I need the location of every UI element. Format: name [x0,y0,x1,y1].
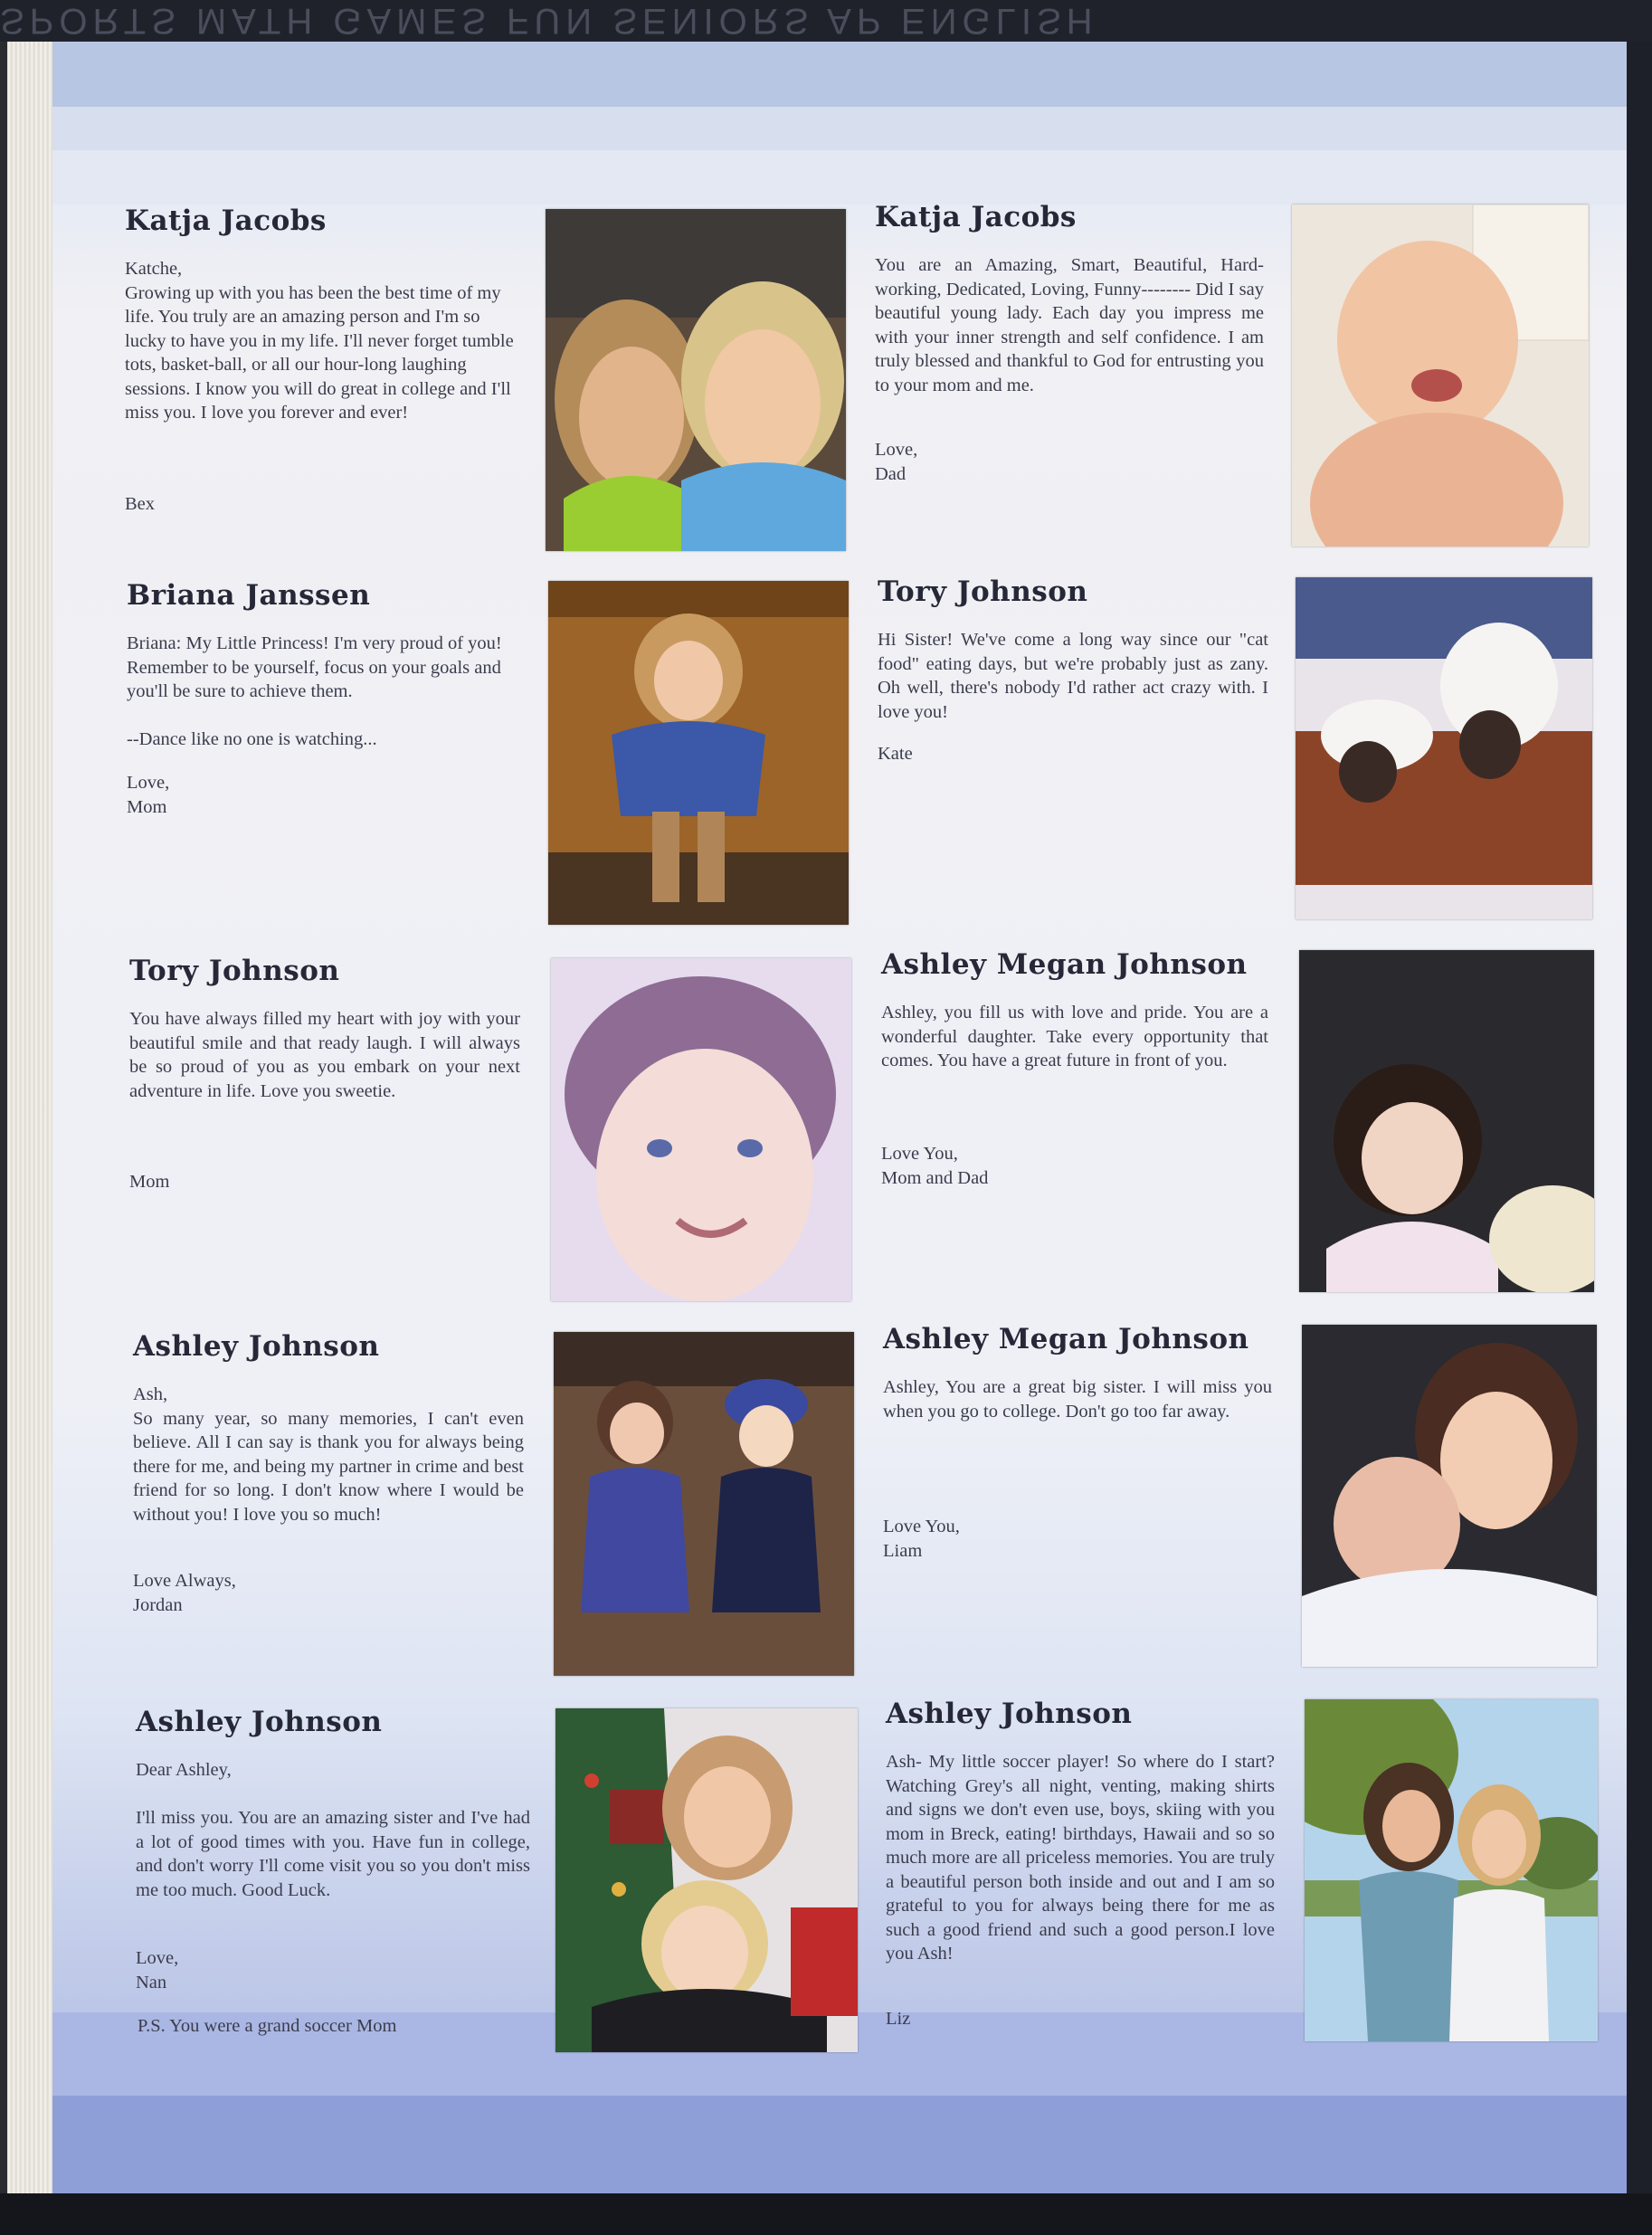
childhood-photo [554,1332,854,1676]
student-name: Ashley Megan Johnson [881,948,1248,981]
student-name: Tory Johnson [878,575,1088,608]
tribute-signature: Kate [878,744,913,764]
tribute-message: Ashley, you fill us with love and pride. You are a wonderful daughter. Take every opportunity that comes. You have a great future in front of you. [881,1003,1268,1070]
header-band [52,107,1627,150]
tribute-signature: Love You, Mom and Dad [881,1144,989,1188]
student-name: Briana Janssen [127,579,371,612]
tribute-message: Dear Ashley, I'll miss you. You are an amazing sister and I've had a lot of good times with you. Have fun in college, and don't worry I'll come visit you so you don't miss me too much. Good Luck. [136,1760,530,1900]
childhood-photo [1296,577,1592,919]
tribute-signature: Liz [886,2009,911,2029]
tribute-entry [125,204,519,521]
footer-band [52,2096,1627,2193]
tribute-message: Ashley, You are a great big sister. I will miss you when you go to college. Don't go too far away. [883,1377,1272,1422]
tribute-entry [875,201,1264,509]
tribute-signature: Love, Mom [127,773,170,817]
student-name: Katja Jacobs [875,201,1077,233]
tribute-signature: Bex [125,494,156,514]
childhood-photo [1302,1325,1597,1667]
tribute-entry [127,579,521,851]
tribute-message: Ash, So many year, so many memories, I can't even believe. All I can say is thank you for always being there for me, and being my partner in crime and best friend for so long. I don't know where I would be without you! I love you so much! [133,1384,524,1525]
tribute-entry [133,1330,524,1629]
childhood-photo [546,209,846,551]
tribute-message: You are an Amazing, Smart, Beautiful, Hard-working, Dedicated, Loving, Funny-------- Did I say beautiful young lady. Each day you impress me with your inner strength and self confidence. I am truly blessed and thankful to God for entrusting you to your mom and me. [875,255,1264,395]
top-strip-text: SPORTS MATH GAMES FUN SENIORS AP ENGLISH [0,0,1652,42]
tribute-signature: Love Always, Jordan [133,1571,236,1615]
tribute-entry [136,1706,530,2004]
tribute-entry [886,1698,1275,2041]
tribute-entry [883,1323,1272,1594]
childhood-photo [548,581,849,925]
header-band [52,42,1627,107]
student-name: Katja Jacobs [125,204,327,237]
childhood-photo [551,958,851,1301]
tribute-signature: Love You, Liam [883,1517,960,1561]
book-spine [0,42,60,2195]
tribute-entry [881,948,1268,1220]
childhood-photo [555,1708,858,2052]
tribute-message: Briana: My Little Princess! I'm very proud of you! Remember to be yourself, focus on your goals and you'll be sure to achieve them. --Dance like no one is watching... [127,633,502,749]
tribute-entry [878,575,1268,847]
page-edge-right [1627,42,1652,2193]
tribute-message: Ash- My little soccer player! So where do I start? Watching Grey's all night, venting, making shirts and signs we don't even use, boys, skiing with you mom in Breck, eating! birthdays, Hawaii and so so much more are all priceless memories. You are truly a beautiful person both inside and out and I am so grateful to you for always being there for me as such a good friend and such a good person.I love you Ash! [886,1752,1275,1964]
childhood-photo [1305,1699,1598,2041]
tribute-signature: Love, Dad [875,440,918,484]
page-edge-bottom [0,2193,1652,2235]
spine-edge [0,42,7,2195]
tribute-message: Katche, Growing up with you has been the best time of my life. You truly are an amazing person and I'm so lucky to have you in my life. I'll never forget tumble tots, basket-ball, or all our hour-long laughing sessions. I know you will do great in college and I'll miss you. I love you forever and ever! [125,259,514,423]
header-band [52,150,1627,204]
student-name: Ashley Johnson [136,1706,383,1738]
tribute-signature: Love, Nan [136,1948,179,1992]
postscript: P.S. You were a grand soccer Mom [138,2016,397,2036]
student-name: Ashley Johnson [133,1330,380,1363]
student-name: Ashley Johnson [886,1698,1133,1730]
childhood-photo [1299,950,1594,1292]
tribute-signature: Mom [129,1172,170,1192]
student-name: Ashley Megan Johnson [883,1323,1249,1355]
childhood-photo [1292,204,1589,547]
tribute-message: You have always filled my heart with joy with your beautiful smile and that ready laugh. I will always be so proud of you as you embark on your next adventure in life. Love you sweetie. [129,1009,520,1101]
tribute-message: Hi Sister! We've come a long way since our "cat food" eating days, but we're probably just as zany. Oh well, there's nobody I'd rather act crazy with. I love you! [878,630,1268,722]
student-name: Tory Johnson [129,955,340,987]
tribute-entry [129,955,520,1217]
